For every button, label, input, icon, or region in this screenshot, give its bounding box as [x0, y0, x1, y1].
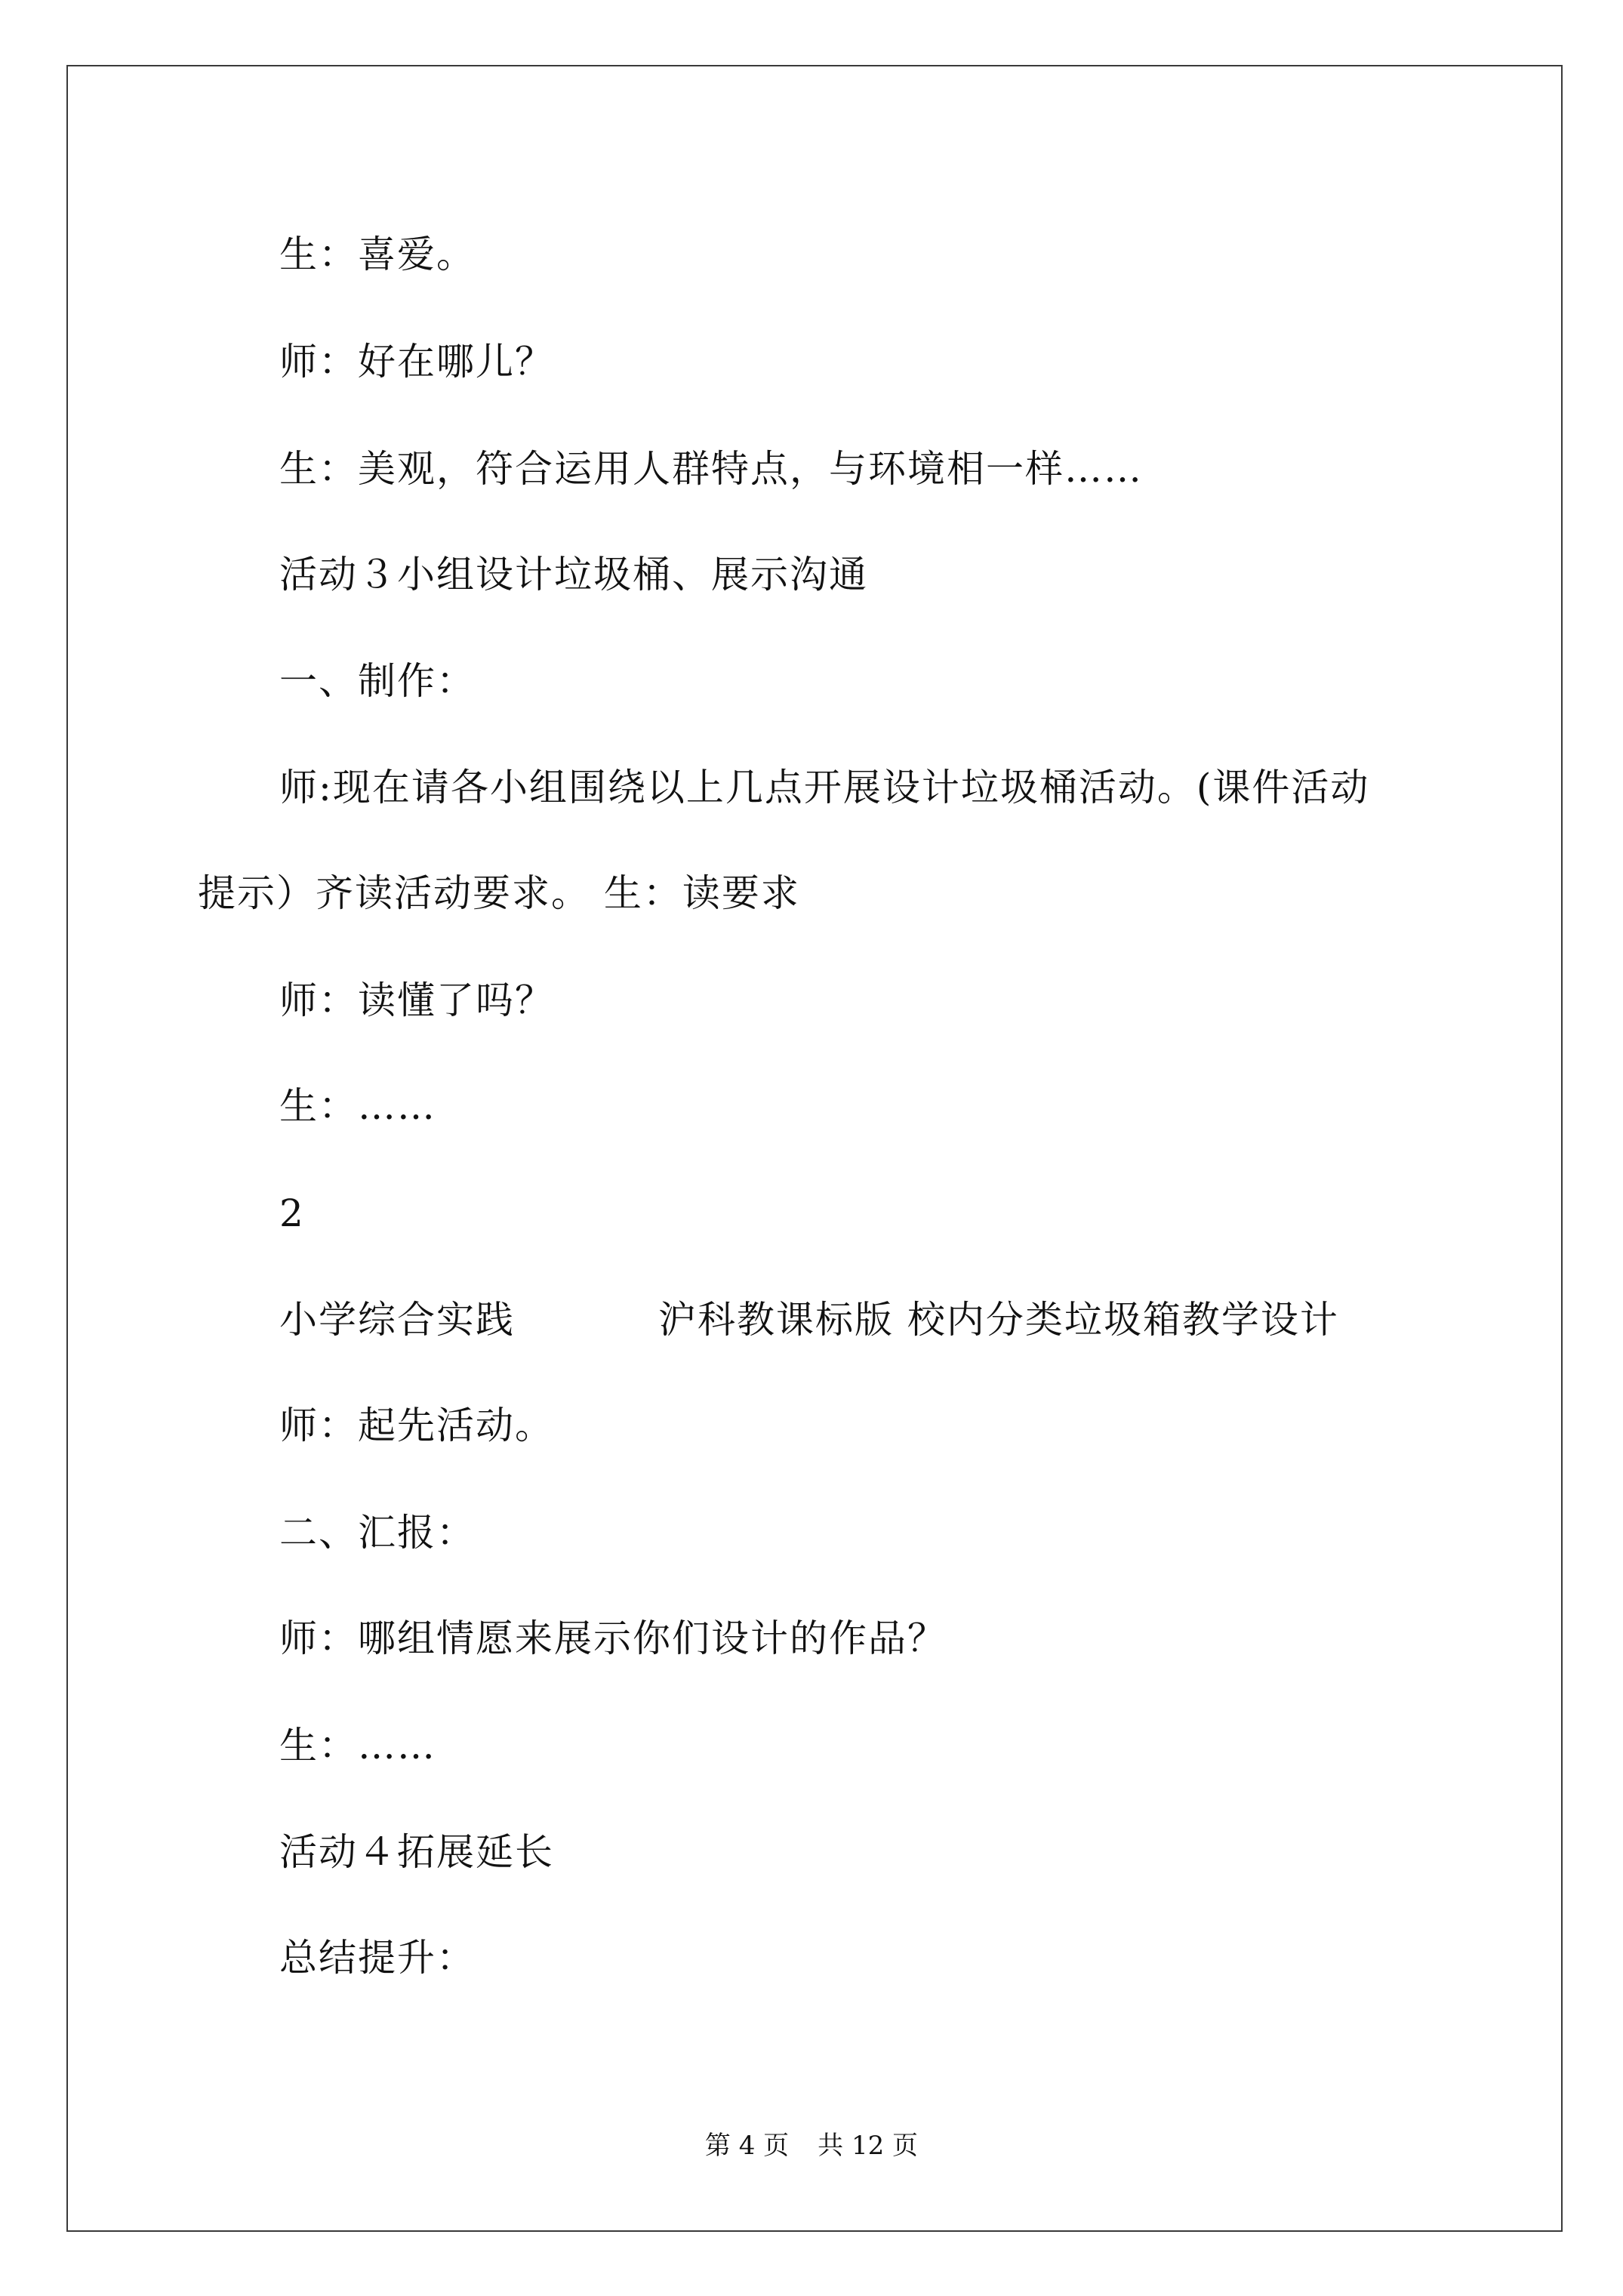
text-line-6: 师:现在请各小组围绕以上几点开展设计垃圾桶活动。(课件活动 — [279, 766, 1370, 809]
text-line-4: 活动３小组设计垃圾桶、展示沟通 — [279, 553, 868, 596]
lesson-title: 沪科教课标版 校内分类垃圾箱教学设计 — [658, 1298, 1339, 1342]
text-line-1: 生：喜爱。 — [279, 233, 476, 276]
text-line-15: 活动４拓展延长 — [279, 1830, 554, 1874]
page-border — [66, 65, 1563, 2232]
text-line-5: 一、制作： — [279, 659, 476, 703]
text-line-11: 师：起先活动。 — [279, 1404, 554, 1447]
current-page-label: 第 4 页 — [704, 2131, 790, 2161]
text-line-13: 师：哪组情愿来展示你们设计的作品？ — [279, 1616, 947, 1660]
text-line-16: 总结提升： — [279, 1936, 476, 1980]
text-line-8: 师：读懂了吗？ — [279, 978, 554, 1022]
course-label: 小学综合实践 — [279, 1298, 515, 1342]
page-footer — [0, 2131, 1623, 2161]
page-number-marker: 2 — [279, 1191, 305, 1235]
text-line-12: 二、汇报： — [279, 1511, 476, 1555]
text-line-3: 生：美观，符合运用人群特点，与环境相一样…… — [279, 447, 1143, 491]
total-pages-label: 共 12 页 — [818, 2131, 919, 2161]
text-line-7: 提示）齐读活动要求。 生：读要求 — [198, 871, 800, 915]
text-line-2: 师：好在哪儿？ — [279, 340, 554, 384]
header-title-line — [279, 1297, 1339, 1342]
text-line-9: 生：…… — [279, 1084, 436, 1128]
text-line-14: 生：…… — [279, 1724, 436, 1767]
